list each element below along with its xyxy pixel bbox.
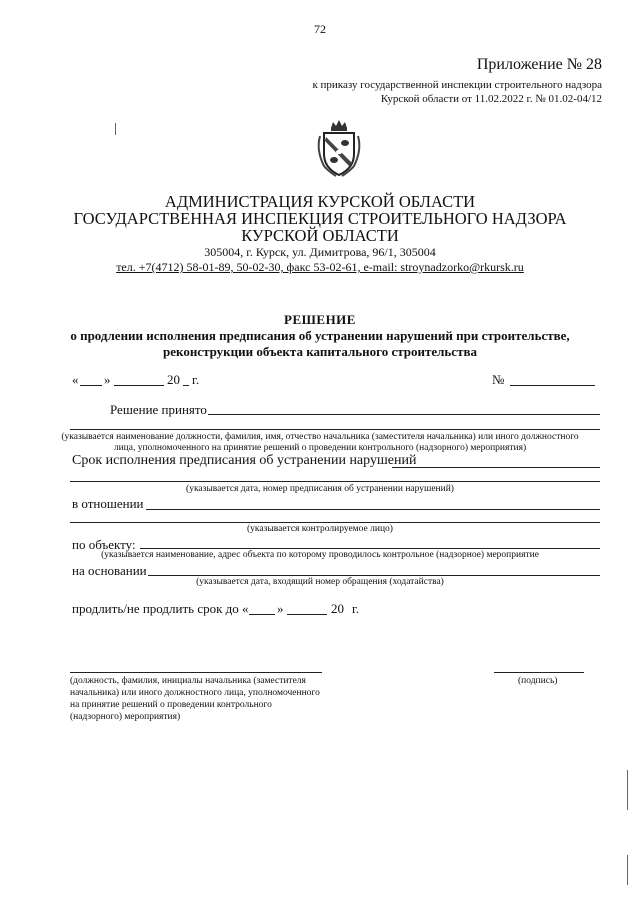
scan-mark bbox=[627, 855, 628, 885]
org-name-line-2: ГОСУДАРСТВЕННАЯ ИНСПЕКЦИЯ СТРОИТЕЛЬНОГО НАДЗОРА bbox=[73, 209, 567, 228]
date-month-field[interactable] bbox=[114, 385, 164, 386]
object-label: по объекту: bbox=[72, 537, 136, 552]
hint-official-1: (указывается наименование должности, фамилия, имя, отчество начальника (заместителя начальника) или иного должностного bbox=[61, 432, 579, 442]
regarding-field[interactable] bbox=[146, 509, 600, 510]
regarding-label: в отношении bbox=[72, 496, 144, 511]
extend-label: продлить/не продлить срок до « bbox=[72, 601, 249, 616]
hint-deadline: (указывается дата, номер предписания об устранении нарушений) bbox=[186, 484, 454, 494]
org-name-line-3: КУРСКОЙ ОБЛАСТИ bbox=[241, 226, 399, 245]
org-name-line-1: АДМИНИСТРАЦИЯ КУРСКОЙ ОБЛАСТИ bbox=[164, 192, 476, 211]
deadline-label: Срок исполнения предписания об устранении нарушений bbox=[72, 453, 417, 468]
annex-order-line-2: Курской области от 11.02.2022 г. № 01.02-04/12 bbox=[380, 93, 602, 105]
official-caption-4: (надзорного) мероприятия) bbox=[70, 712, 181, 722]
official-caption-2: начальника) или иного должностного лица, уполномоченного bbox=[70, 688, 320, 698]
date-open-quote: « bbox=[72, 372, 79, 387]
official-caption-1: (должность, фамилия, инициалы начальника (заместителя bbox=[70, 676, 306, 686]
org-address: 305004, г. Курск, ул. Димитрова, 96/1, 305004 bbox=[204, 245, 436, 259]
decision-subtitle-line-2: реконструкции объекта капитального строительства bbox=[163, 344, 477, 359]
extend-close-quote: » bbox=[277, 601, 284, 616]
hint-basis: (указывается дата, входящий номер обращения (ходатайства) bbox=[196, 577, 444, 587]
scan-mark bbox=[627, 770, 628, 810]
regarding-field-2[interactable] bbox=[70, 522, 600, 523]
decision-title: РЕШЕНИЕ bbox=[284, 312, 356, 327]
signature-caption: (подпись) bbox=[518, 676, 558, 686]
official-caption-3: на принятие решений о проведении контрольного bbox=[70, 700, 272, 710]
decision-subtitle-line-1: о продлении исполнения предписания об устранении нарушений при строительстве, bbox=[70, 328, 570, 343]
page-number: 72 bbox=[314, 22, 326, 36]
coat-of-arms-kursk-icon bbox=[314, 118, 364, 178]
date-close-quote: » bbox=[104, 372, 111, 387]
number-label: № bbox=[492, 372, 505, 387]
date-year-field[interactable] bbox=[183, 385, 189, 386]
annex-title: Приложение № 28 bbox=[476, 56, 602, 73]
extend-month-field[interactable] bbox=[287, 614, 327, 615]
org-contacts: тел. +7(4712) 58-01-89, 50-02-30, факс 53-02-61, e-mail: stroynadzorko@rkursk.ru bbox=[116, 260, 524, 274]
decision-made-field[interactable] bbox=[208, 414, 600, 415]
date-year: 20 bbox=[167, 372, 180, 387]
official-field[interactable] bbox=[70, 672, 322, 673]
signature-field[interactable] bbox=[494, 672, 584, 673]
deadline-field[interactable] bbox=[392, 467, 600, 468]
date-suffix: г. bbox=[192, 372, 200, 387]
scan-mark bbox=[115, 123, 116, 135]
extend-day-field[interactable] bbox=[249, 614, 275, 615]
object-field[interactable] bbox=[140, 548, 600, 549]
number-field[interactable] bbox=[510, 385, 595, 386]
basis-field[interactable] bbox=[148, 575, 600, 576]
decision-made-label: Решение принято bbox=[110, 402, 207, 417]
hint-object: (указывается наименование, адрес объекта по которому проводилось контрольное (надзорное) мероприятие bbox=[101, 550, 539, 560]
extend-suffix: г. bbox=[352, 601, 360, 616]
annex-order-line-1: к приказу государственной инспекции строительного надзора bbox=[312, 79, 602, 91]
date-day-field[interactable] bbox=[80, 385, 102, 386]
basis-label: на основании bbox=[72, 563, 147, 578]
deadline-field-2[interactable] bbox=[70, 481, 600, 482]
extend-year: 20 bbox=[331, 601, 344, 616]
hint-regarding: (указывается контролируемое лицо) bbox=[247, 524, 393, 534]
hint-official-2: лица, уполномоченного на принятие решений о проведении контрольного (надзорного) мероприятия) bbox=[113, 443, 527, 453]
decision-made-field-2[interactable] bbox=[70, 429, 600, 430]
